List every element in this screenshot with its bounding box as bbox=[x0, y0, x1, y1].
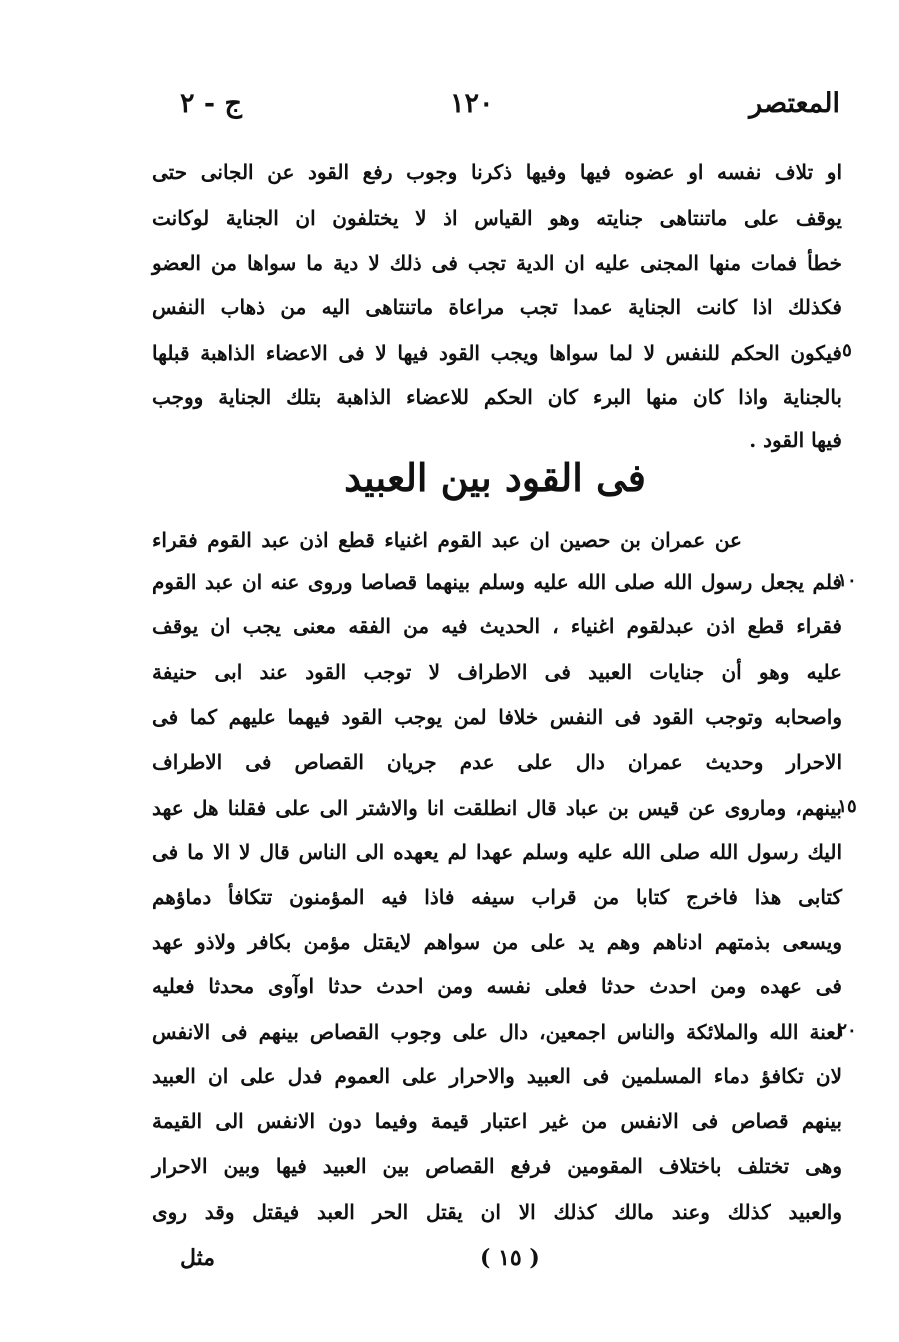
text-line: كتابى هذا فاخرج كتابا من قراب سيفه فاذا فيه المؤمنون تتكافأ دماؤهم bbox=[152, 885, 842, 909]
text-line: او تلاف نفسه او عضوه فيها وفيها ذكرنا وجوب رفع القود عن الجانى حتى bbox=[152, 160, 842, 184]
text-line: وهى تختلف باختلاف المقومين فرفع القصاص بين العبيد فيها وبين الاحرار bbox=[152, 1154, 842, 1178]
page-footer bbox=[150, 1245, 840, 1285]
margin-line-number-5: ٥ bbox=[842, 340, 852, 361]
text-line: اليك رسول الله صلى الله عليه وسلم عهدا لم يعهده الى الناس قال لا الا ما فى bbox=[152, 840, 842, 864]
text-line: فيكون الحكم للنفس لا لما سواها ويجب القود فيها لا فى الاعضاء الذاهبة قبلها bbox=[152, 341, 842, 365]
signature-mark: ( ١٥ ) bbox=[480, 1245, 540, 1271]
margin-line-number-10: ١٠ bbox=[837, 570, 857, 591]
text-line: فقراء قطع اذن عبدلقوم اغنياء ، الحديث فيه من الفقه معنى يجب ان يوقف bbox=[152, 614, 842, 638]
text-line: واصحابه وتوجب القود فى النفس خلافا لمن يوجب القود فيهما عليهم كما فى bbox=[152, 705, 842, 729]
text-line: فى عهده ومن احدث حدثا فعلى نفسه ومن احدث حدثا اوآوى محدثا فعليه bbox=[152, 974, 842, 998]
page-number: ١٢٠ bbox=[450, 88, 494, 119]
text-line: عليه وهو أن جنايات العبيد فى الاطراف لا توجب القود عند ابى حنيفة bbox=[152, 660, 842, 684]
text-line: بالجناية واذا كان منها البرء كان الحكم للاعضاء الذاهبة بتلك الجناية ووجب bbox=[152, 385, 842, 409]
catchword: مثل bbox=[180, 1245, 216, 1271]
text-line: لعنة الله والملائكة والناس اجمعين، دال على وجوب القصاص بينهم فى الانفس bbox=[152, 1020, 842, 1044]
book-title: المعتصر bbox=[749, 88, 840, 119]
volume-label: ج - ٢ bbox=[180, 88, 242, 119]
text-line: لان تكافؤ دماء المسلمين فى العبيد والاحرار على العموم فدل على ان العبيد bbox=[152, 1064, 842, 1088]
page-header bbox=[150, 88, 840, 132]
text-line: فلم يجعل رسول الله صلى الله عليه وسلم بينهما قصاصا وروى عنه ان عبد القوم bbox=[152, 570, 842, 594]
text-line: ويسعى بذمتهم ادناهم وهم يد على من سواهم لايقتل مؤمن بكافر ولاذو عهد bbox=[152, 930, 842, 954]
text-line: بينهم قصاص فى الانفس من غير اعتبار قيمة وفيما دون الانفس الى القيمة bbox=[152, 1109, 842, 1133]
text-line: فكذلك اذا كانت الجناية عمدا تجب مراعاة ماتنتاهى اليه من ذهاب النفس bbox=[152, 295, 842, 319]
text-line: بينهم، وماروى عن قيس بن عباد قال انطلقت انا والاشتر الى على فقلنا هل عهد bbox=[152, 796, 842, 820]
margin-line-number-20: ٢٠ bbox=[837, 1020, 857, 1041]
text-line: عن عمران بن حصين ان عبد القوم اغنياء قطع اذن عبد القوم فقراء bbox=[152, 528, 742, 552]
margin-line-number-15: ١٥ bbox=[837, 796, 857, 817]
text-line: فيها القود . bbox=[749, 428, 842, 452]
section-title: فى القود بين العبيد bbox=[344, 455, 646, 500]
text-line: والعبيد كذلك وعند مالك كذلك الا ان يقتل الحر العبد فيقتل وقد روى bbox=[152, 1200, 842, 1224]
text-line: يوقف على ماتنتاهى جنايته وهو القياس اذ لا يختلفون ان الجناية لوكانت bbox=[152, 206, 842, 230]
text-line: خطأ فمات منها المجنى عليه ان الدية تجب فى ذلك لا دية ما سواها من العضو bbox=[152, 251, 842, 275]
text-line: الاحرار وحديث عمران دال على عدم جريان القصاص فى الاطراف bbox=[152, 750, 842, 774]
